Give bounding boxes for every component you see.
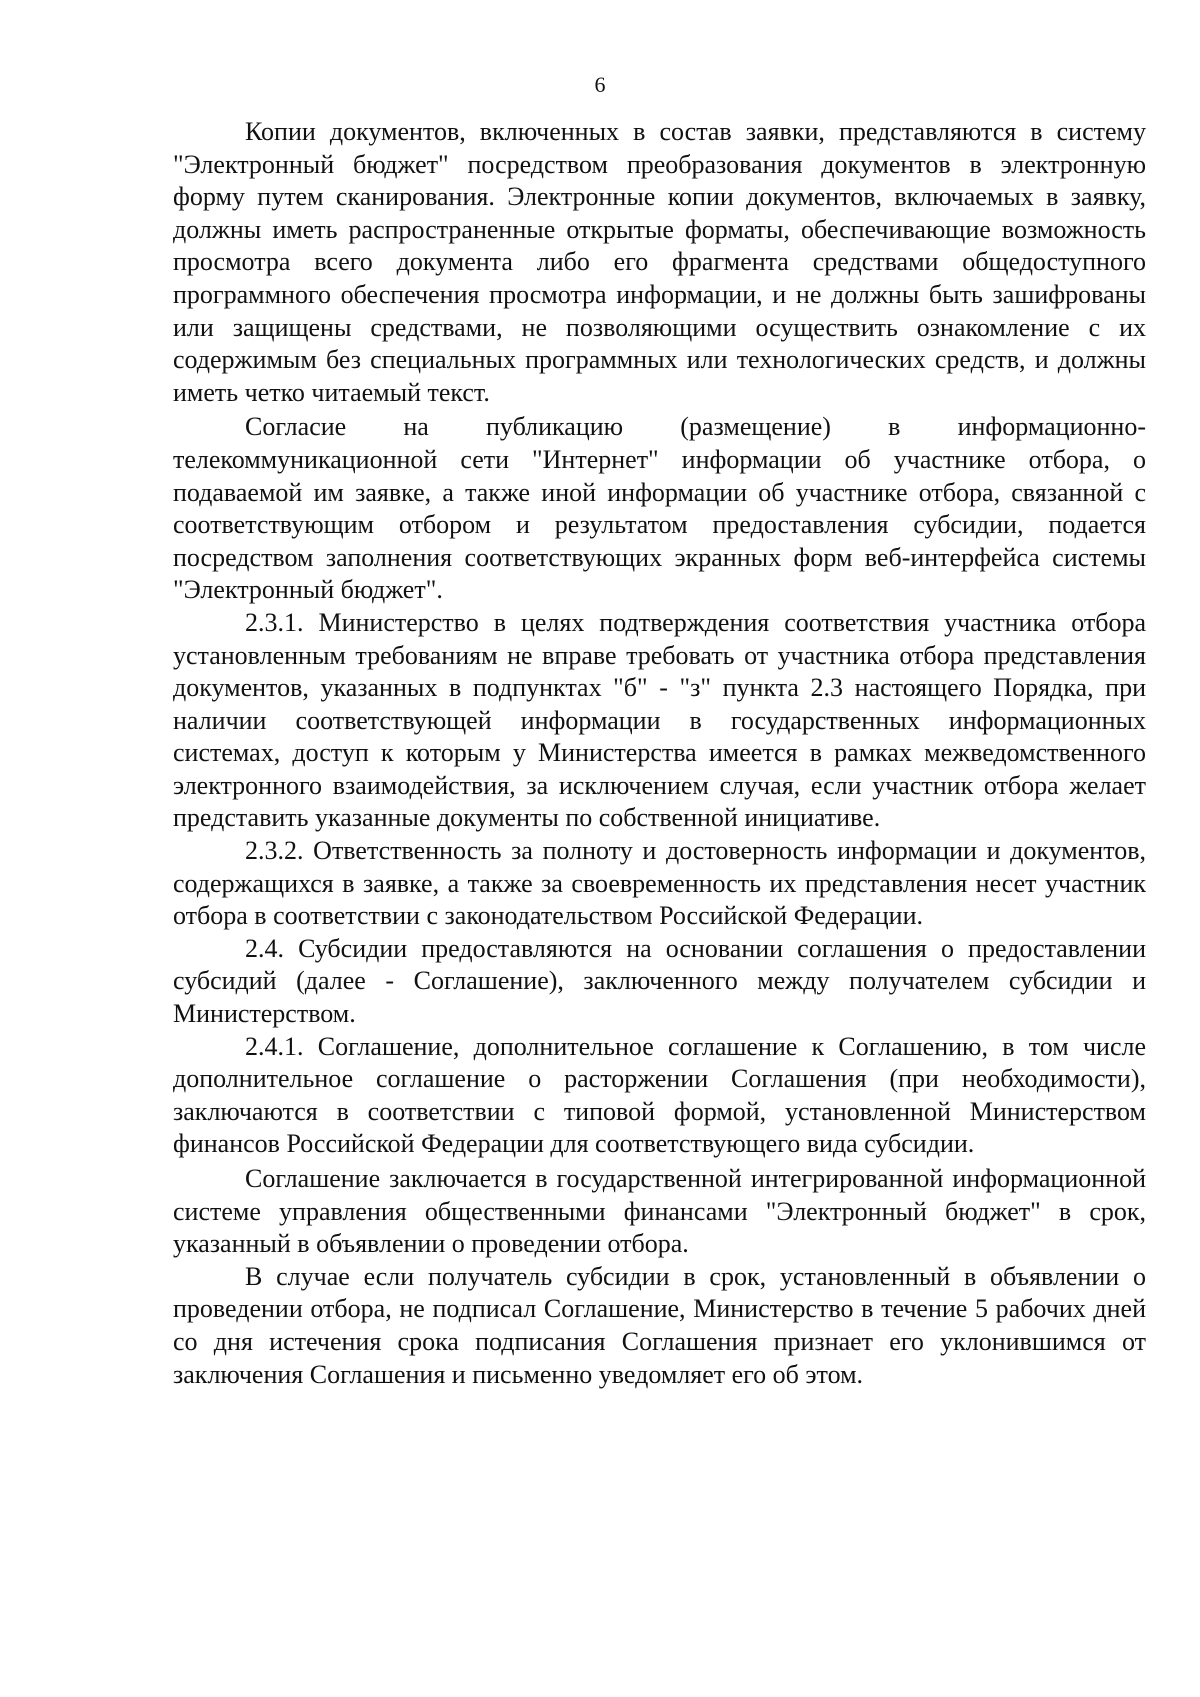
- paragraph-publication-consent: Согласие на публикацию (размещение) в информационно-телекоммуникационной сети "Интернет" информации об участнике отбора, о подаваемой им заявке, а также иной информации об участнике отбора, связанной с соответствующим отбором и результатом предоставления субсидии, подается посредством заполнения соответствующих экранных форм веб-интерфейса системы "Электронный бюджет".: [173, 412, 1146, 605]
- paragraph-agreement-conclusion: Соглашение заключается в государственной интегрированной информационной системе управления общественными финансами "Электронный бюджет" в срок, указанный в объявлении о проведении отбора.: [173, 1164, 1146, 1259]
- paragraph-2-4: 2.4. Субсидии предоставляются на основании соглашения о предоставлении субсидий (далее - Соглашение), заключенного между получателем субсидии и Министерством.: [173, 933, 1146, 1029]
- paragraph-2-3-2: 2.3.2. Ответственность за полноту и достоверность информации и документов, содержащихся в заявке, а также за своевременность их представления несет участник отбора в соответствии с законодательством Российской Федерации.: [173, 836, 1146, 931]
- paragraph-2-3-1: 2.3.1. Министерство в целях подтверждения соответствия участника отбора установленным требованиям не вправе требовать от участника отбора представления документов, указанных в подпунктах "б" - "з" пункта 2.3 настоящего Порядка, при наличии соответствующей информации в государственных информационных системах, доступ к которым у Министерства имеется в рамках межведомственного электронного взаимодействия, за исключением случая, если участник отбора желает представить указанные документы по собственной инициативе.: [173, 607, 1146, 833]
- paragraph-evasion: В случае если получатель субсидии в срок, установленный в объявлении о проведении отбора, не подписал Соглашение, Министерство в течение 5 рабочих дней со дня истечения срока подписания Соглашения признает его уклонившимся от заключения Соглашения и письменно уведомляет его об этом.: [173, 1261, 1146, 1389]
- page-number: 6: [594, 72, 606, 97]
- paragraph-document-copies: Копии документов, включенных в состав заявки, представляются в систему "Электронный бюджет" посредством преобразования документов в электронную форму путем сканирования. Электронные копии документов, включаемых в заявку, должны иметь распространенные открытые форматы, обеспечивающие возможность просмотра всего документа либо его фрагмента средствами общедоступного программного обеспечения просмотра информации, и не должны быть зашифрованы или защищены средствами, не позволяющими осуществить ознакомление с их содержимым без специальных программных или технологических средств, и должны иметь четко читаемый текст.: [173, 117, 1146, 407]
- paragraph-2-4-1: 2.4.1. Соглашение, дополнительное соглашение к Соглашению, в том числе дополнительное соглашение о расторжении Соглашения (при необходимости), заключаются в соответствии с типовой формой, установленной Министерством финансов Российской Федерации для соответствующего вида субсидии.: [173, 1031, 1146, 1159]
- document-body: [173, 116, 1146, 1391]
